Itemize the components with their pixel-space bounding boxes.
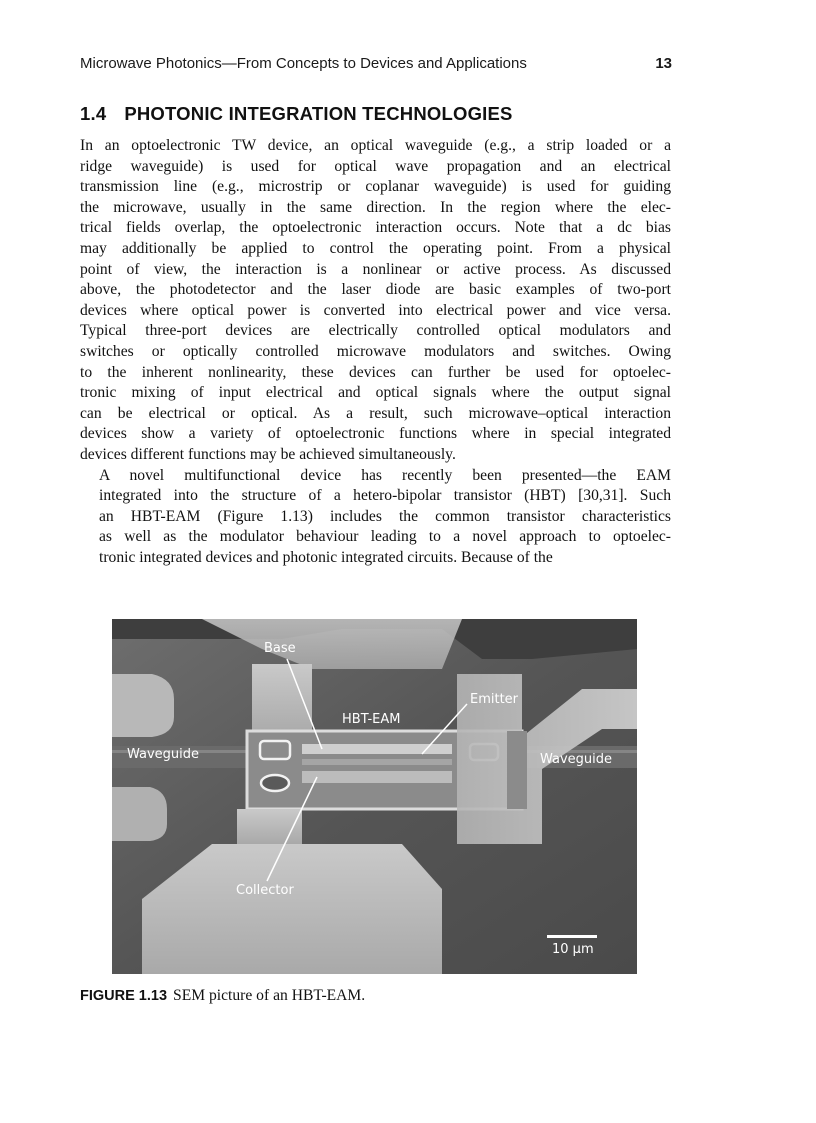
label-scale: 10 μm xyxy=(552,942,594,957)
text-line: point of view, the interaction is a nonlinear or active process. As discussed xyxy=(80,260,671,278)
label-collector: Collector xyxy=(236,883,294,898)
text-line: A novel multifunctional device has recently been presented—the EAM xyxy=(99,466,671,484)
paragraph-2 xyxy=(80,466,671,569)
figure-caption xyxy=(80,987,365,1005)
text-line: tronic integrated devices and photonic integrated circuits. Because of the xyxy=(99,548,553,566)
label-hbt-eam: HBT-EAM xyxy=(342,712,401,727)
section-heading xyxy=(80,103,513,125)
caption-text: SEM picture of an HBT-EAM. xyxy=(173,987,366,1004)
running-head xyxy=(80,55,672,72)
caption-label: FIGURE 1.13 xyxy=(80,988,168,1004)
text-line: devices where optical power is converted into electrical power and vice versa. xyxy=(80,301,671,319)
text-line: ridge waveguide) is used for optical wave propagation and an electrical xyxy=(80,157,671,175)
page-number: 13 xyxy=(655,55,672,72)
label-waveguide-left: Waveguide xyxy=(127,747,200,762)
text-line: transmission line (e.g., microstrip or coplanar waveguide) is used for guiding xyxy=(80,178,671,196)
label-emitter: Emitter xyxy=(470,692,519,707)
scale-bar xyxy=(547,935,597,938)
text-line: switches or optically controlled microwave modulators and switches. Owing xyxy=(80,342,671,360)
sem-figure xyxy=(112,619,637,974)
running-title: Microwave Photonics—From Concepts to Devices and Applications xyxy=(80,55,527,72)
text-line: integrated into the structure of a hetero-bipolar transistor (HBT) [30,31]. Such xyxy=(99,487,671,505)
text-line: above, the photodetector and the laser diode are basic examples of two-port xyxy=(80,281,671,299)
eam-ridge xyxy=(302,759,452,765)
text-line: the microwave, usually in the same direction. In the region where the elec- xyxy=(80,198,671,216)
text-line: may additionally be applied to control the operating point. From a physical xyxy=(80,239,671,257)
sem-image xyxy=(112,619,637,974)
mesa-right-edge xyxy=(507,731,527,809)
text-line: tronic mixing of input electrical and optical signals where the output signal xyxy=(80,384,671,402)
text-line: to the inherent nonlinearity, these devices can further be used for optoelec- xyxy=(80,363,671,381)
text-line: Typical three-port devices are electrically controlled optical modulators and xyxy=(80,322,671,340)
section-number: 1.4 xyxy=(80,103,107,124)
paragraph-1 xyxy=(80,136,671,466)
text-line: In an optoelectronic TW device, an optical waveguide (e.g., a strip loaded or a xyxy=(80,137,671,154)
text-line: as well as the modulator behaviour leading to a novel approach to optoelec- xyxy=(99,528,671,546)
label-base: Base xyxy=(264,641,296,656)
collector-contact xyxy=(237,809,302,844)
label-waveguide-right: Waveguide xyxy=(540,752,613,767)
text-line: devices different functions may be achieved simultaneously. xyxy=(80,445,456,463)
left-pad-lower xyxy=(112,787,167,841)
collector-finger xyxy=(302,771,452,783)
text-line: devices show a variety of optoelectronic functions where in special integrated xyxy=(80,425,671,443)
body-text xyxy=(80,136,671,568)
text-line: an HBT-EAM (Figure 1.13) includes the common transistor characteristics xyxy=(99,507,671,525)
collector-opening xyxy=(261,775,289,791)
text-line: trical fields overlap, the optoelectronic interaction occurs. Note that a dc bias xyxy=(80,219,671,237)
section-title: PHOTONIC INTEGRATION TECHNOLOGIES xyxy=(124,103,513,124)
left-pad-upper xyxy=(112,674,174,737)
text-line: can be electrical or optical. As a result, such microwave–optical interaction xyxy=(80,404,671,422)
